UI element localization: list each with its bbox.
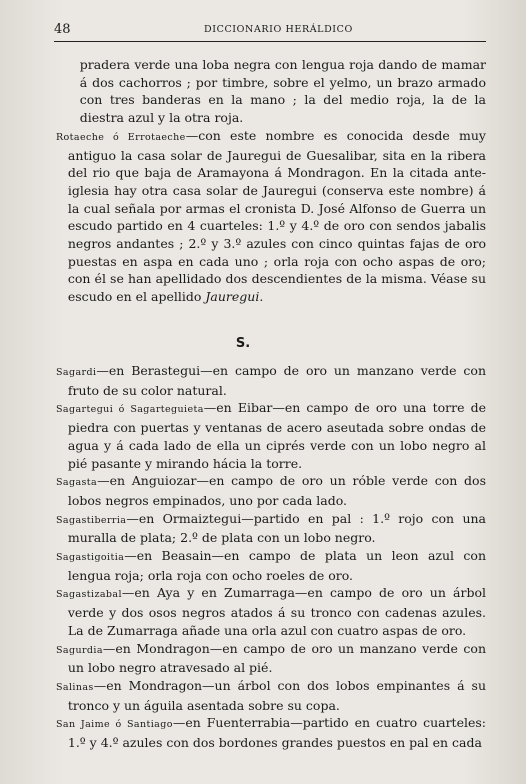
entry-body: —en Beasain—en campo de plata un leon azul con lengua roja; orla roja con ocho roeles de oro. [67,548,486,583]
entry-body: —en Berastegui—en campo de oro un manzano verde con fruto de su color natural. [67,363,486,398]
dictionary-entry [56,640,486,677]
cross-reference: Jauregui [205,289,260,305]
entry-end: . [259,289,264,305]
entry-headword: Sagartegui ó Sagarteguieta [56,404,204,416]
entry-headword: Sagastigoitia [56,552,125,564]
dictionary-entry [56,584,486,639]
page-header [54,22,486,40]
entry-body: —con este nombre es conocida desde muy antiguo la casa solar de Jauregui de Guesalibar, sita en la ribera del rio que baja de Aramayona á Mondragon. En la citada ante-iglesia hay otra casa solar de Jauregui (conserva este nombre) á la cual señala por armas el cronista D. José Alfonso de Guerra un escudo partido en 4 cuarteles: 1.º y 4.º de oro con sendos jabalis negros andantes ; 2.º y 3.º azules con cinco quintas fajas de oro puestas en aspa en cada uno ; orla roja con ocho aspas de oro; con él se han apellidado dos descendientes de la misma. Véase su escudo en el apellido [67,127,486,305]
entry-headword: Sagurdia [56,644,103,656]
entry-body: —en Ormaiztegui—partido en pal : 1.º rojo con una muralla de plata; 2.º de plata con un lobo negro. [67,510,486,546]
dictionary-entry [56,399,486,472]
dictionary-entry [56,547,486,584]
entry-body: —en Anguiozar—en campo de oro un róble verde con dos lobos negros empinados, uno por cada lado. [67,473,486,508]
entry-headword: Salinas [56,681,94,693]
dictionary-entry [56,714,486,751]
entry-headword: San Jaime ó Santiago [56,719,173,731]
dictionary-entry [56,677,486,714]
text-block-section-s [56,362,486,752]
entry-body: —en Mondragon—un árbol con dos lobos empinantes á su tronco y un águila asentada sobre su copa. [67,677,486,713]
entry-headword: Sagastiberria [56,514,127,526]
dictionary-entry [56,472,486,509]
running-title: DICCIONARIO HERÁLDICO [204,24,353,35]
dictionary-entry [56,510,486,547]
entry-headword: Sagasta [56,477,98,489]
page-number: 48 [54,22,71,37]
entry-body: —en Mondragon—en campo de oro un manzano verde con un lobo negro atravesado al pié. [67,640,486,676]
entry-headword: Sagastizabal [56,589,122,601]
entry-headword: Rotaeche ó Errotaeche [56,131,186,143]
entry-headword: Sagardi [56,367,97,378]
header-rule [54,41,486,42]
dictionary-entry [56,127,486,306]
section-letter: S. [235,336,251,351]
dictionary-entry [56,362,486,399]
entry-body: —en Aya y en Zumarraga—en campo de oro un árbol verde y dos osos negros atados á su tronco con cadenas azules. La de Zumarraga añade una orla azul con cuatro aspas de oro. [67,585,486,638]
entry-body: —en Eibar—en campo de oro una torre de piedra con puertas y ventanas de acero aseutada sobre ondas de agua y á cada lado de ella un ciprés verde con un lobo negro al pié pasante y mirando hácia la torre. [67,400,486,471]
text-block-before-section [56,56,486,306]
continuation-paragraph: pradera verde una loba negra con lengua roja dando de mamar á dos cachorros ; por timbre, sobre el yelmo, un brazo armado con tres banderas en la mano ; la del medio roja, la de la diestra azul y la otra roja. [79,57,486,126]
entry-body: —en Fuenterrabia—partido en cuatro cuarteles: 1.º y 4.º azules con dos bordones grandes puestos en pal en cada [67,715,486,751]
